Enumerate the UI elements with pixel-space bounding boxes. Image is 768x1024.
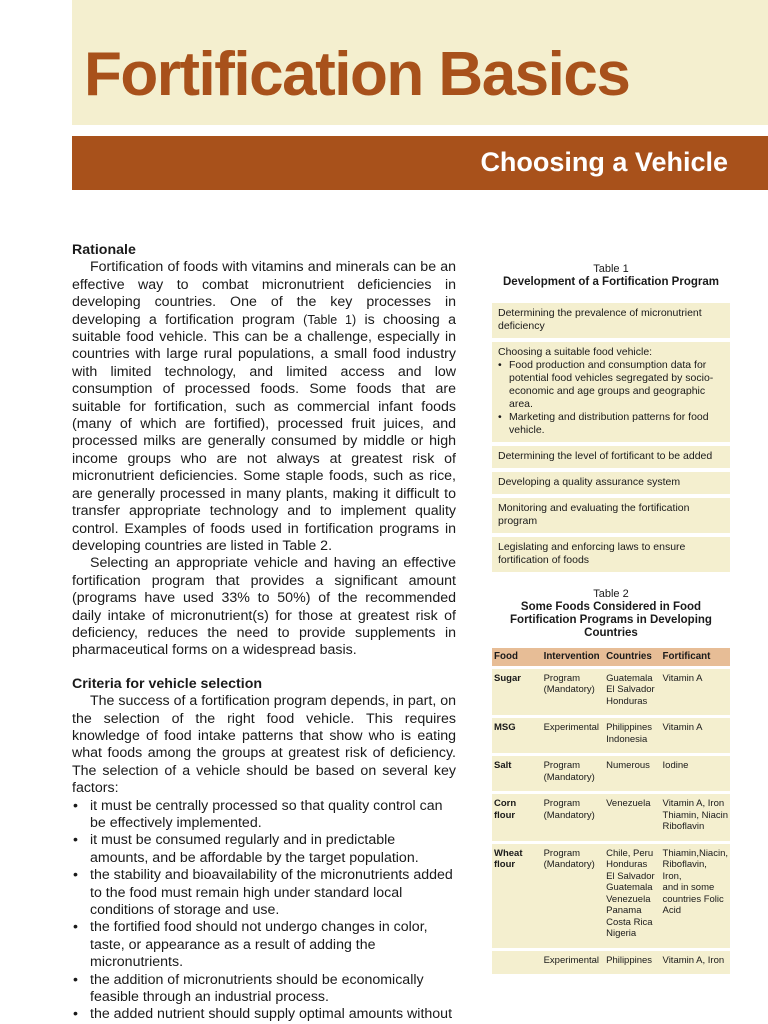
subtitle-band (72, 136, 768, 190)
article-body (72, 242, 456, 1024)
table2-caption: Table 2 (593, 588, 629, 600)
table1 (492, 263, 730, 576)
table1-title: Development of a Fortification Program (503, 276, 719, 288)
criteria-item: • the stability and bioavailability of the micronutrients added to the food must remain high under standard local conditions of storage and use. (72, 867, 456, 919)
table-cell: Program (Mandatory) (542, 844, 605, 948)
table-cell: Vitamin A, Iron Thiamin, Niacin Riboflavin (661, 794, 730, 841)
table2-title: Some Foods Considered in Food Fortification Programs in Developing Countries (510, 601, 712, 639)
paragraph-1 (72, 259, 456, 555)
table1-step: Determining the level of fortificant to be added (492, 446, 730, 468)
table1-step: Determining the prevalence of micronutrient deficiency (492, 303, 730, 338)
table-cell: Program (Mandatory) (542, 794, 605, 841)
table-cell: Venezuela (604, 794, 660, 841)
table-cell: Guatemala El Salvador Honduras (604, 669, 660, 716)
criteria-item: • the addition of micronutrients should be economically feasible through an industrial process. (72, 972, 456, 1007)
paragraph-3: The success of a fortification program depends, in part, on the selection of the right food vehicle. This requires knowledge of food intake patterns that show who is eating what foods among the groups at greatest risk of deficiency. The selection of a vehicle should be based on several key factors: (72, 693, 456, 797)
table1-sub-list (498, 359, 724, 437)
table-cell: Corn flour (492, 794, 542, 841)
table-cell: Thiamin,Niacin, Riboflavin, Iron, and in some countries Folic Acid (661, 844, 730, 948)
table2-grid (492, 645, 730, 977)
table2 (492, 588, 730, 977)
column-header: Intervention (542, 648, 605, 666)
table-header-row (492, 648, 730, 666)
table-cell: Salt (492, 756, 542, 791)
page-title: Fortification Basics (84, 40, 630, 109)
rationale-heading: Rationale (72, 242, 136, 258)
column-header: Countries (604, 648, 660, 666)
table-cell (492, 951, 542, 975)
table-cell: Philippines (604, 951, 660, 975)
table-cell: Numerous (604, 756, 660, 791)
criteria-heading: Criteria for vehicle selection (72, 675, 263, 692)
p1-text-b: is choosing a suitable food vehicle. This can be a challenge, especially in countries with large rural populations, a small food industry with limited technology, and limited access and low consumption of processed foods. Some foods that are suitable for fortification, such as commercial infant foods (many of which are fortified), processed fruit juices, and processed milks are generally consumed by middle or high income groups who are not always at greatest risk of micronutrient deficiencies. Some staple foods, such as rice, are generally processed in many plants, making it difficult to transfer appropriate technology and to implement quality control. Examples of foods used in fortification programs in developing countries are listed in Table 2. (72, 311, 456, 554)
criteria-item: • the fortified food should not undergo changes in color, taste, or appearance as a result of adding the micronutrients. (72, 919, 456, 971)
table1-step: Monitoring and evaluating the fortification program (492, 498, 730, 533)
table-cell: Vitamin A, Iron (661, 951, 730, 975)
table-cell: Chile, Peru Honduras El Salvador Guatemala Venezuela Panama Costa Rica Nigeria (604, 844, 660, 948)
table-cell: Vitamin A (661, 718, 730, 753)
table-cell: Wheat flour (492, 844, 542, 948)
table-cell: Program (Mandatory) (542, 669, 605, 716)
table-row (492, 756, 730, 791)
table-row (492, 669, 730, 716)
paragraph-2: Selecting an appropriate vehicle and having an effective fortification program that provides a significant amount (programs have used 33% to 50%) of the recommended daily intake of micronutrient(s) for those at greatest risk of deficiency, reduces the need to provide supplements in pharmaceutical forms on a widespread basis. (72, 555, 456, 659)
table-row (492, 718, 730, 753)
table-cell: Experimental (542, 951, 605, 975)
table1-sub-item: • Marketing and distribution patterns for food vehicle. (498, 411, 724, 437)
column-header: Food (492, 648, 542, 666)
criteria-list (72, 798, 456, 1024)
table1-caption: Table 1 (593, 263, 629, 275)
table-cell: Program (Mandatory) (542, 756, 605, 791)
criteria-item: • it must be consumed regularly and in predictable amounts, and be affordable by the target population. (72, 832, 456, 867)
table-cell: Experimental (542, 718, 605, 753)
table-cell: Sugar (492, 669, 542, 716)
table1-step: Legislating and enforcing laws to ensure fortification of foods (492, 537, 730, 572)
table-cell: Iodine (661, 756, 730, 791)
table-row (492, 794, 730, 841)
column-header: Fortificant (661, 648, 730, 666)
table1-step-label: Choosing a suitable food vehicle: (498, 346, 653, 358)
table-row (492, 844, 730, 948)
table1-reference: (Table 1) (303, 312, 357, 327)
page-subtitle: Choosing a Vehicle (480, 147, 728, 177)
table-cell: Vitamin A (661, 669, 730, 716)
table-cell: MSG (492, 718, 542, 753)
criteria-item: • it must be centrally processed so that quality control can be effectively implemented. (72, 798, 456, 833)
table1-step: Developing a quality assurance system (492, 472, 730, 494)
table-row (492, 951, 730, 975)
table-cell: Philippines Indonesia (604, 718, 660, 753)
table1-step (492, 342, 730, 442)
p1-text-a: Fortification of foods with vitamins and minerals can be an effective way to combat micronutrient deficiencies in developing countries. One of the key processes in developing a fortification program (72, 259, 456, 328)
criteria-item: • the added nutrient should supply optimal amounts without (72, 1006, 456, 1023)
table1-sub-item: • Food production and consumption data for potential food vehicles segregated by socio-economic and age groups and geographic area. (498, 359, 724, 411)
